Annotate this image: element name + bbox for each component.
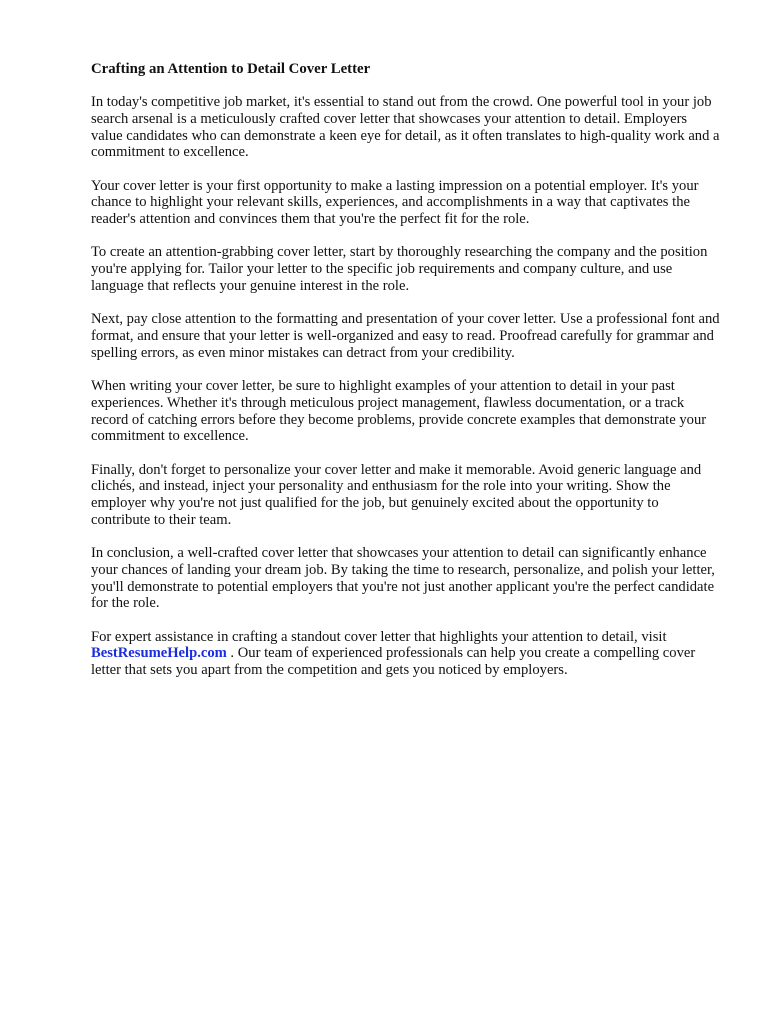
- closing-text-after-link: . Our team of experienced professionals can help you create a compelling cover letter that sets you apart from the competition and gets you noticed by employers.: [91, 645, 696, 679]
- document-title: Crafting an Attention to Detail Cover Letter: [91, 61, 371, 77]
- closing-text-before-link: For expert assistance in crafting a standout cover letter that highlights your attention to detail, visit: [91, 628, 667, 645]
- document-body: [91, 61, 721, 695]
- paragraph-first-opportunity: Your cover letter is your first opportunity to make a lasting impression on a potential employer. It's your chance to highlight your relevant skills, experiences, and accomplishments in a way that captivates the reader's attention and convinces them that you're the perfect fit for the role.: [91, 177, 699, 228]
- paragraph-examples: When writing your cover letter, be sure to highlight examples of your attention to detail in your past experiences. Whether it's through meticulous project management, flawless documentation, or a track record of catching errors before they become problems, provide concrete examples that demonstrate your commitment to excellence.: [91, 377, 707, 445]
- paragraph-formatting: Next, pay close attention to the formatting and presentation of your cover letter. Use a professional font and format, and ensure that your letter is well-organized and easy to read. Proofread carefully for grammar and spelling errors, as even minor mistakes can detract from your credibility.: [91, 311, 720, 361]
- paragraph-intro: In today's competitive job market, it's essential to stand out from the crowd. One powerful tool in your job search arsenal is a meticulously crafted cover letter that showcases your attention to detail. Employers value candidates who can demonstrate a keen eye for detail, as it often translates to high-quality work and a commitment to excellence.: [91, 94, 720, 161]
- paragraph-research: To create an attention-grabbing cover letter, start by thoroughly researching the company and the position you're applying for. Tailor your letter to the specific job requirements and company culture, and use language that reflects your genuine interest in the role.: [91, 244, 708, 294]
- paragraph-closing: [91, 629, 721, 679]
- paragraph-personalize: Finally, don't forget to personalize your cover letter and make it memorable. Avoid generic language and clichés, and instead, inject your personality and enthusiasm for the role into your writing. Show the employer why you're not just qualified for the job, but genuinely excited about the opportunity to contribute to their team.: [91, 461, 702, 528]
- paragraph-conclusion: In conclusion, a well-crafted cover letter that showcases your attention to detail can significantly enhance your chances of landing your dream job. By taking the time to research, personalize, and polish your letter, you'll demonstrate to potential employers that you're not just another applicant you're the perfect candidate for the role.: [91, 545, 715, 612]
- bestresumehelp-link[interactable]: BestResumeHelp.com: [91, 645, 227, 662]
